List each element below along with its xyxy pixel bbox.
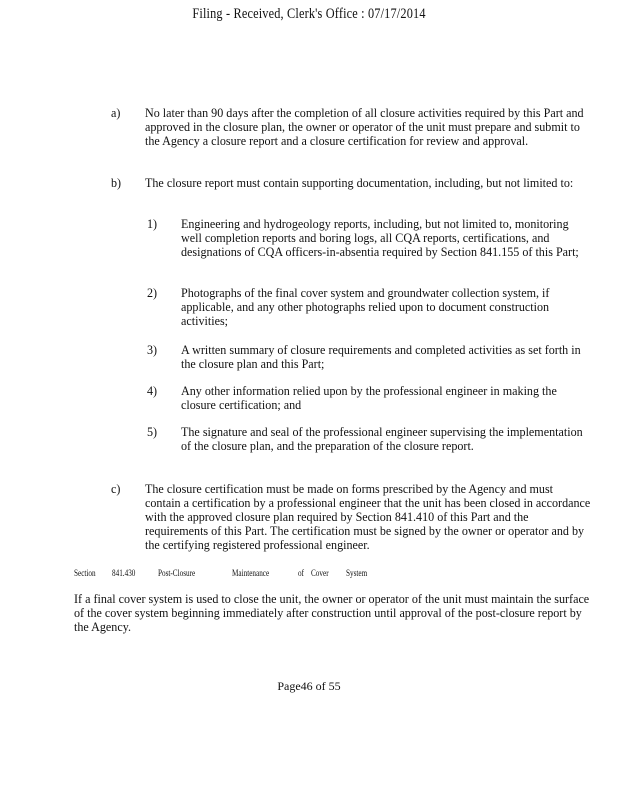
list-item-text: The closure certification must be made on forms prescribed by the Agency and must contain a certification by a professional engineer that the unit has been closed in accordance with the approved closure plan required by Section 841.410 of this Part and the requirements of this Part. The certification must be signed by the owner or operator and by the certifying registered professional engineer.: [145, 482, 591, 552]
list-marker: b): [111, 176, 122, 190]
list-item-text: The closure report must contain supporting documentation, including, but not limited to:: [145, 176, 574, 190]
list-marker: a): [111, 106, 121, 120]
section-paragraph: If a final cover system is used to close the unit, the owner or operator of the unit must maintain the surface of the cover system beginning immediately after construction until approval of the post-closure report by the Agency.: [74, 592, 590, 634]
section-label: Section: [74, 568, 96, 578]
sub-item-text: Photographs of the final cover system and groundwater collection system, if applicable, and any other photographs relied upon to document construction activities;: [181, 286, 550, 328]
section-title-word: System: [346, 568, 368, 578]
list-marker: c): [111, 482, 121, 496]
section-number: 841.430: [112, 568, 136, 578]
of-label: of: [315, 679, 326, 693]
sub-item-text: Engineering and hydrogeology reports, including, but not limited to, monitoring well completion reports and boring logs, all CQA reports, certifications, and designations of CQA officers-in-absentia required by Section 841.155 of this Part;: [181, 217, 579, 259]
section-title-word: Maintenance: [232, 568, 270, 578]
page-footer: [0, 679, 618, 694]
sub-item-marker: 3): [147, 343, 158, 357]
page-number: 46: [300, 679, 313, 693]
page-label: Page: [277, 679, 301, 693]
filing-header: Filing - Received, Clerk's Office : 07/17/2014: [192, 6, 426, 22]
section-heading: [74, 567, 394, 579]
sub-item-text: The signature and seal of the professional engineer supervising the implementation of the closure plan, and the preparation of the closure report.: [181, 425, 583, 453]
sub-item-marker: 1): [147, 217, 158, 231]
sub-item-marker: 5): [147, 425, 158, 439]
section-title-word: of: [298, 568, 304, 578]
sub-item-marker: 4): [147, 384, 158, 398]
section-title-word: Post-Closure: [158, 568, 196, 578]
total-pages: 55: [328, 679, 341, 693]
section-title-word: Cover: [311, 568, 329, 578]
sub-item-text: A written summary of closure requirements and completed activities as set forth in the closure plan and this Part;: [181, 343, 581, 371]
sub-item-text: Any other information relied upon by the professional engineer in making the closure certification; and: [181, 384, 557, 412]
sub-item-marker: 2): [147, 286, 158, 300]
list-item-text: No later than 90 days after the completion of all closure activities required by this Part and approved in the closure plan, the owner or operator of the unit must prepare and submit to the Agency a closure report and a closure certification for review and approval.: [145, 106, 584, 148]
